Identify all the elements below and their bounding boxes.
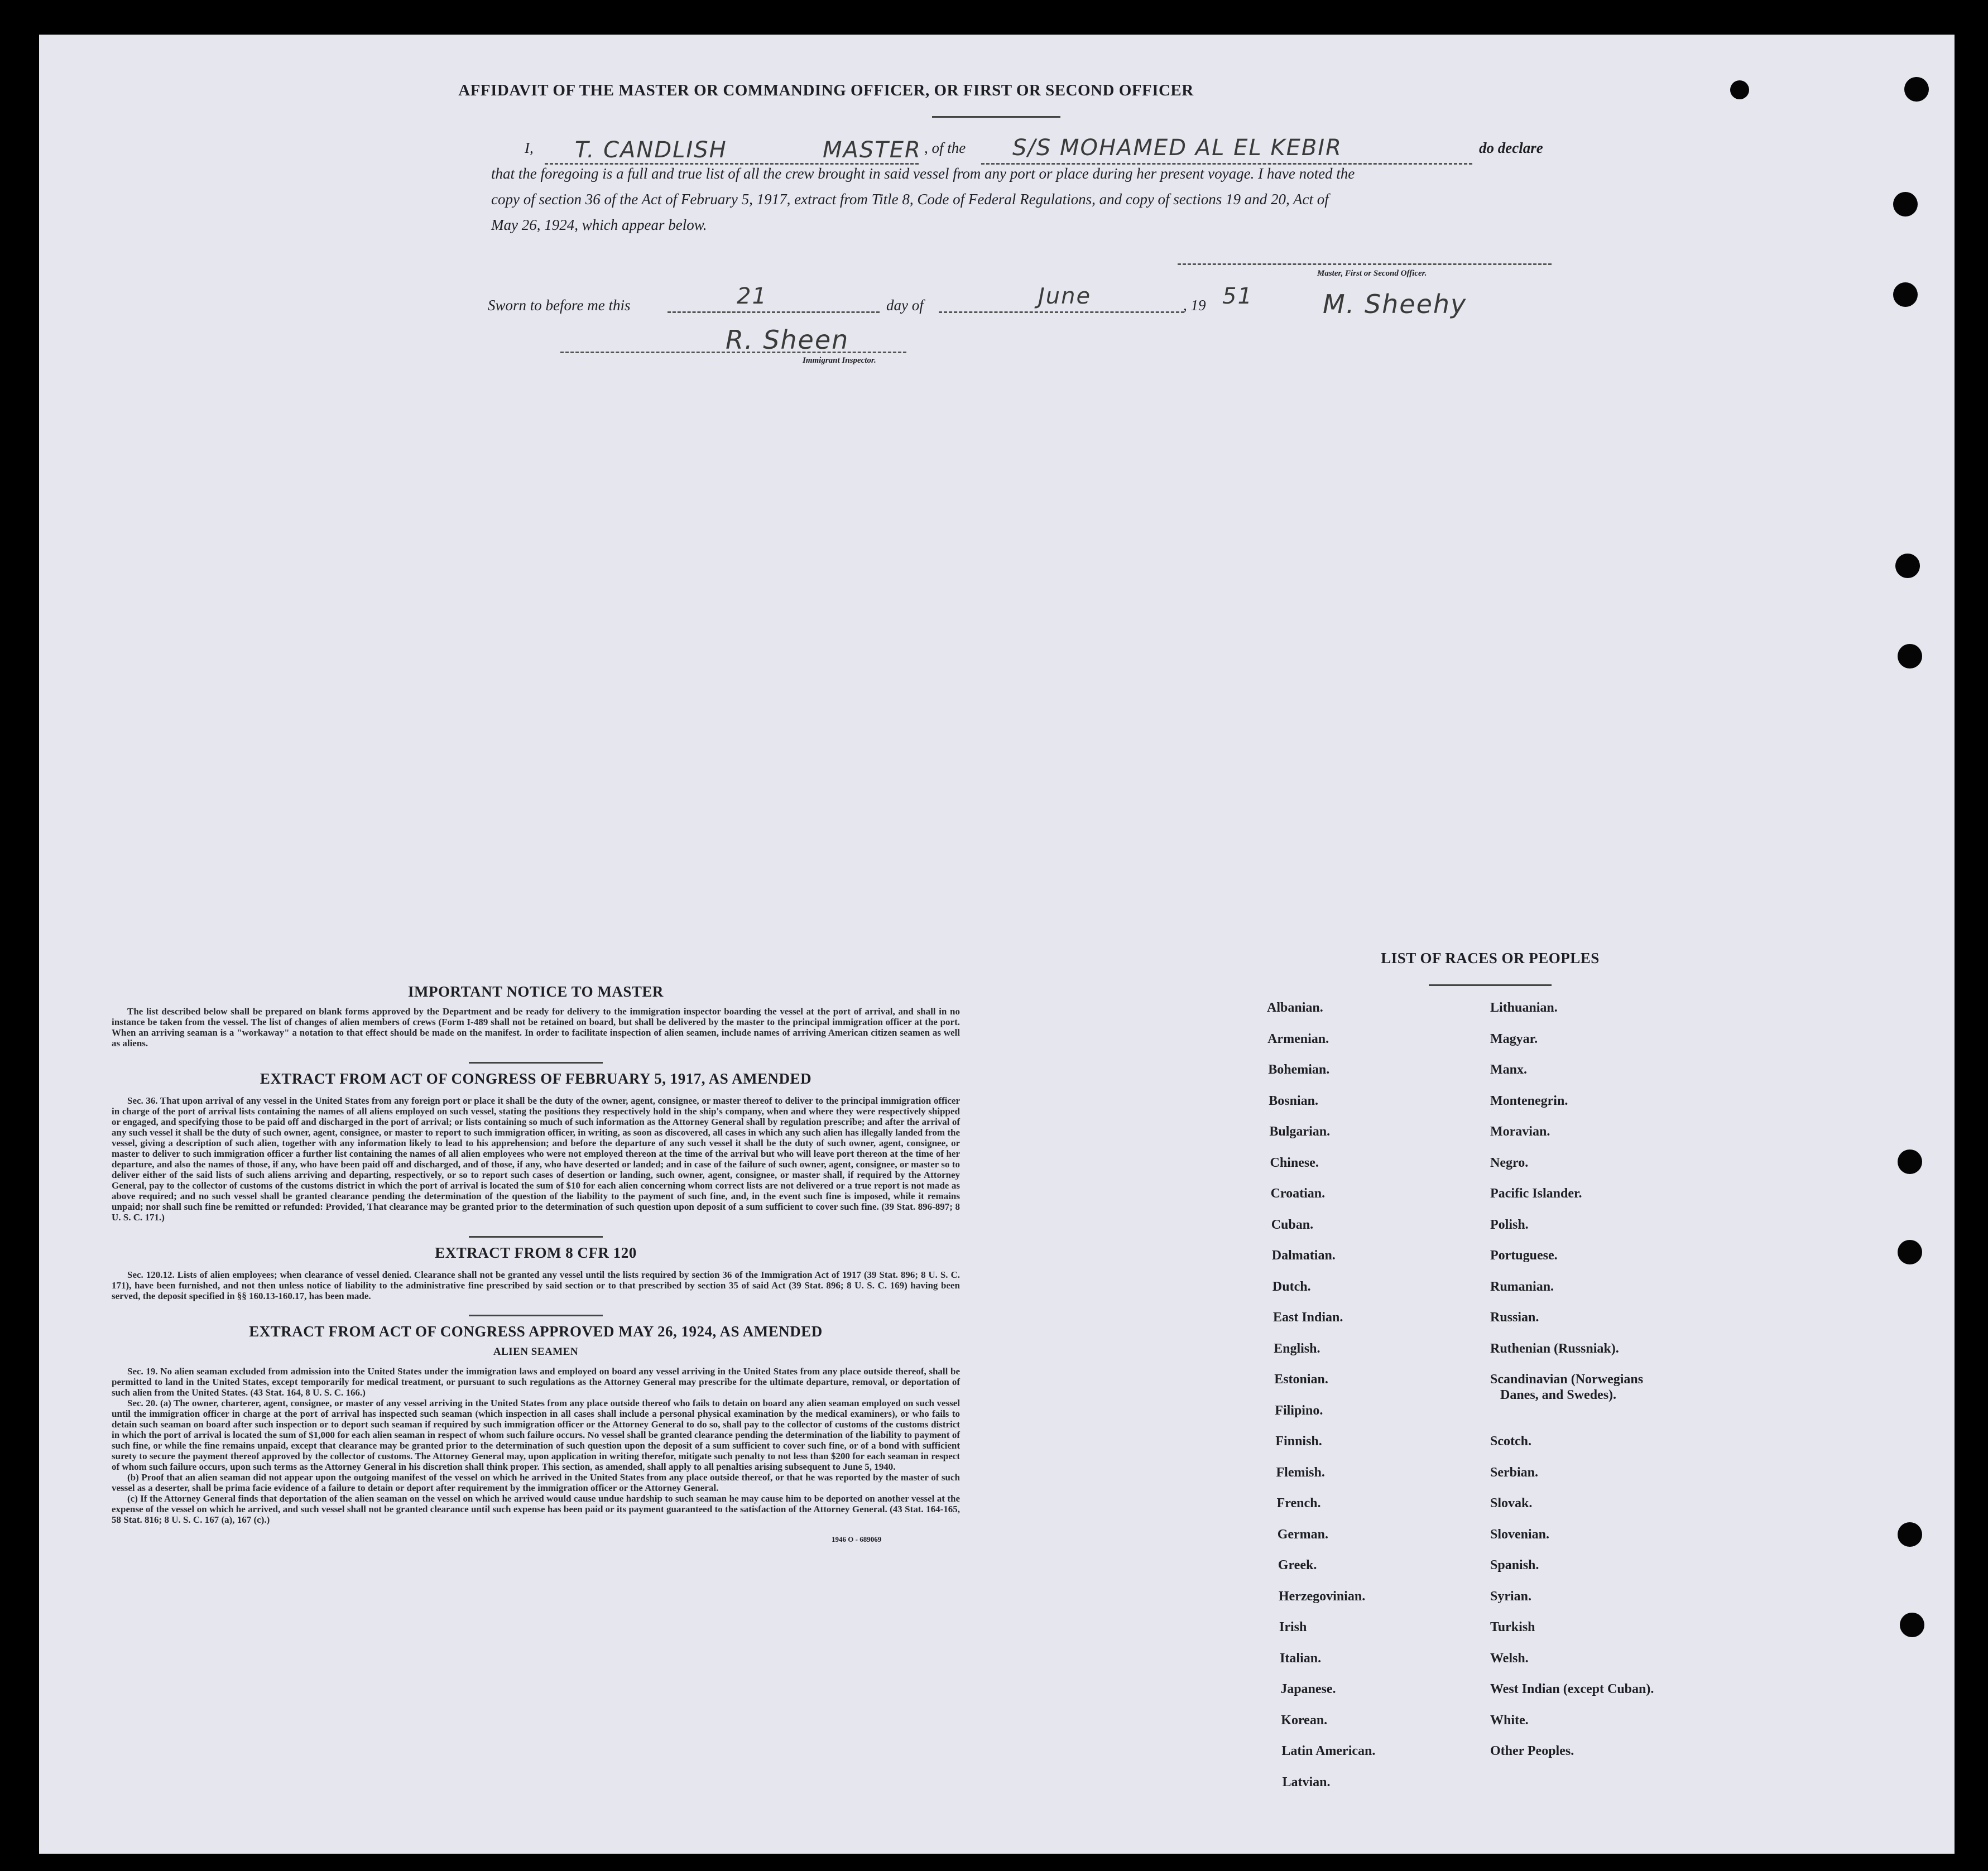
race-item: Negro.: [1490, 1155, 1529, 1170]
race-item: Other Peoples.: [1490, 1744, 1574, 1758]
handwritten-master-name: T. CANDLISH: [575, 137, 727, 163]
day-blank-line: [668, 311, 880, 313]
race-item: Filipino.: [1275, 1403, 1323, 1418]
inspector-signature: R. Sheen: [726, 325, 849, 355]
punch-hole: [1730, 80, 1749, 99]
race-item: Croatian.: [1270, 1186, 1326, 1201]
race-item: Dutch.: [1272, 1279, 1311, 1294]
race-item: East Indian.: [1273, 1310, 1343, 1325]
declaration-line-1: I,: [525, 140, 534, 156]
sworn-prefix: Sworn to before me this: [488, 297, 631, 314]
officer-signature-line: [1178, 263, 1552, 265]
officer-label: Master, First or Second Officer.: [1317, 269, 1427, 278]
race-item: Latvian.: [1282, 1774, 1331, 1790]
race-item: Herzegovinian.: [1278, 1589, 1366, 1604]
race-item: Polish.: [1490, 1217, 1529, 1232]
race-item: Cuban.: [1271, 1217, 1314, 1232]
races-title-rule: [1429, 984, 1552, 986]
section-rule: [469, 1236, 603, 1238]
section-rule: [469, 1315, 603, 1316]
race-item: Bosnian.: [1269, 1093, 1319, 1108]
race-item: West Indian (except Cuban).: [1490, 1682, 1654, 1696]
race-item: Bohemian.: [1268, 1062, 1330, 1077]
print-code: 1946 O - 689069: [832, 1535, 882, 1543]
title-rule: [932, 116, 1060, 118]
race-item: Latin American.: [1281, 1744, 1376, 1758]
race-item: English.: [1274, 1341, 1320, 1356]
race-item: Serbian.: [1490, 1465, 1539, 1480]
document-page: [39, 35, 1955, 1854]
punch-hole: [1893, 282, 1918, 307]
handwritten-day: 21: [737, 283, 767, 309]
race-item: Italian.: [1280, 1651, 1322, 1666]
race-item: Lithuanian.: [1490, 1001, 1558, 1015]
handwritten-role: MASTER: [823, 137, 921, 163]
race-item: Albanian.: [1267, 1001, 1323, 1015]
year-prefix: , 19: [1183, 297, 1206, 314]
race-item: French.: [1276, 1496, 1321, 1511]
punch-hole: [1898, 644, 1922, 668]
race-item: Armenian.: [1267, 1031, 1329, 1046]
do-declare-label: do declare: [1479, 140, 1543, 156]
race-item: Ruthenian (Russniak).: [1490, 1341, 1619, 1356]
section-rule: [469, 1062, 603, 1064]
race-item: Estonian.: [1274, 1372, 1328, 1387]
extract-1924-subtitle: ALIEN SEAMEN: [493, 1346, 579, 1358]
extract-1917-title: EXTRACT FROM ACT OF CONGRESS OF FEBRUARY 5, 1917, AS AMENDED: [260, 1070, 812, 1087]
punch-hole: [1898, 1240, 1922, 1264]
punch-hole: [1893, 192, 1918, 217]
race-item: Scandinavian (Norwegians Danes, and Swedes).: [1490, 1372, 1644, 1402]
punch-hole: [1904, 77, 1929, 102]
race-item: Moravian.: [1490, 1124, 1550, 1139]
race-item: Pacific Islander.: [1490, 1186, 1582, 1201]
month-blank-line: [939, 311, 1184, 313]
race-item: Flemish.: [1276, 1465, 1325, 1480]
legal-notices-column: [112, 983, 960, 1544]
race-item: Portuguese.: [1490, 1248, 1558, 1263]
race-item: German.: [1277, 1527, 1328, 1542]
race-item: Japanese.: [1280, 1682, 1336, 1696]
punch-hole: [1898, 1522, 1922, 1547]
race-item: Irish: [1279, 1620, 1307, 1634]
race-item: Rumanian.: [1490, 1279, 1554, 1294]
races-title: LIST OF RACES OR PEOPLES: [1381, 950, 1600, 966]
declaration-line-3: copy of section 36 of the Act of February 5, 1917, extract from Title 8, Code of Federal Regulations, and copy of sections 19 and 20, Act of: [491, 191, 1329, 208]
notice-text: The list described below shall be prepared on blank forms approved by the Department and be ready for delivery to the immigration inspector boarding the vessel at the port of arrival, and shall in no instance be taken from the vessel. The list of changes of alien members of crews (Form I-489 shall not be retained on board, but shall be delivered by the master to the principal immigration officer at the port. When an arriving seaman is a "workaway" a notation to that effect should be made on the manifest. In order to facilitate inspection of alien seamen, include names of arriving American citizen seamen as well as aliens.: [112, 1006, 960, 1048]
race-item: Finnish.: [1275, 1434, 1322, 1449]
race-item: Magyar.: [1490, 1031, 1538, 1046]
notice-title: IMPORTANT NOTICE TO MASTER: [408, 983, 664, 1000]
race-item: Bulgarian.: [1269, 1124, 1331, 1139]
race-item: Spanish.: [1490, 1558, 1539, 1572]
race-item: Montenegrin.: [1490, 1093, 1568, 1108]
extract-1917-text: Sec. 36. That upon arrival of any vessel in the United States from any foreign port or place it shall be the duty of the owner, agent, consignee, or master thereof to deliver to the principal immigration officer in charge of the port of arrival lists containing the names of all aliens employed on such vessel, stating the positions they respectively hold in the ship's company, when and where they were respectively shipped or engaged, and specifying those to be paid off and discharged in the port of arrival; or lists containing so much of such information as the Attorney General shall by regulation prescribe; and after the arrival of any such vessel it shall be the duty of such owner, agent, consignee, or master to report to such immigration officer, in writing, as soon as discovered, all cases in which any such alien has illegally landed from the vessel, giving a description of such alien, together with any information likely to lead to his apprehension; and before the departure of any such vessel it shall be the duty of such owner, agent, consignee, or master to deliver to such immigration officer a further list containing the names of all alien employees who were not employed thereon at the time of the arrival but who will leave port thereon at the time of her departure, and also the names of those, if any, who have been paid off and discharged, and of those, if any, who have deserted or landed; and in case of the failure of such owner, agent, consignee, or master so to deliver either of the said lists of such aliens arriving and departing, respectively, or so to report such cases of desertion or landing, such owner, agent, consignee, or master shall, if required by the Attorney General, pay to the collector of customs of the customs district in which the port of arrival is located the sum of $10 for each alien concerning whom correct lists are not delivered or a true report is not made as above required; and no such vessel shall be granted clearance pending the determination of the question of the liability to the payment of such fine, and, in the event such fine is imposed, while it remains unpaid; nor shall such fine be remitted or refunded: Provided, That clearance may be granted prior to the determination of such question upon deposit of a sum sufficient to cover such fine. (39 Stat. 896-897; 8 U. S. C. 171.): [112, 1095, 960, 1223]
affidavit-title: AFFIDAVIT OF THE MASTER OR COMMANDING OFFICER, OR FIRST OR SECOND OFFICER: [458, 81, 1194, 99]
day-of-label: day of: [886, 297, 924, 314]
declaration-line-4: May 26, 1924, which appear below.: [491, 217, 707, 233]
extract-cfr-title: EXTRACT FROM 8 CFR 120: [435, 1244, 637, 1261]
of-the-label: , of the: [924, 140, 966, 156]
inspector-signature-line: [560, 352, 906, 353]
declaration-line-2: that the foregoing is a full and true list of all the crew brought in said vessel from any port or place during her present voyage. I have noted the: [491, 165, 1355, 182]
extract-1924-text: Sec. 19. No alien seaman excluded from admission into the United States under the immigration laws and employed on board any vessel arriving in the United States from any place outside thereof, shall be permitted to land in the United States, except temporarily for medical treatment, or pursuant to such regulations as the Attorney General may prescribe for the ultimate departure, removal, or deportation of such alien from the United States. (43 Stat. 164, 8 U. S. C. 166.) Sec. 20. (a) The owner, charterer, agent, consignee, or master of any vessel arriving in the United States from any place outside thereof who fails to detain on board any alien seaman employed on such vessel until the immigration officer in charge at the port of arrival has inspected such seaman (which inspection in all cases shall include a personal physical examination by the medical examiners), or who fails to detain such seaman on board after such inspection or to deport such seaman if required by such immigration officer or the Attorney General to do so, shall pay to the collector of customs of the customs district in which the port of arrival is located the sum of $1,000 for each alien seaman in respect of whom such failure occurs. No vessel shall be granted clearance pending the determination of the liability to payment of such fine, or while the fine remains unpaid, except that clearance may be granted prior to the determination of such question upon the deposit of a sum sufficient to cover such fine, or of a bond with sufficient surety to secure the payment thereof approved by the collector of customs. The Attorney General may, upon application in writing therefor, mitigate such penalty to not less than $200 for each seaman in respect of whom such failure occurs, upon such terms as the Attorney General in his discretion shall think proper. This section, as amended, shall apply to all penalties arising subsequent to June 5, 1940. (b) Proof that an alien seaman did not appear upon the outgoing manifest of the vessel on which he arrived in the United States from any place outside thereof, or that he was reported by the master of such vessel as a deserter, shall be prima facie evidence of a failure to detain or deport after requirement by the immigration officer or the Attorney General. (c) If the Attorney General finds that deportation of the alien seaman on the vessel on which he arrived would cause undue hardship to such seaman he may cause him to be deported on another vessel at the expense of the vessel on which he arrived, and such vessel shall not be granted clearance until such expense has been paid or its payment guaranteed to the satisfaction of the Attorney General. (43 Stat. 164-165, 58 Stat. 816; 8 U. S. C. 167 (a), 167 (c).): [112, 1366, 960, 1525]
race-item: Syrian.: [1490, 1589, 1532, 1604]
punch-hole: [1898, 1149, 1922, 1174]
race-item: Dalmatian.: [1271, 1248, 1336, 1263]
race-item: Slovak.: [1490, 1496, 1533, 1511]
handwritten-month: June: [1038, 283, 1092, 309]
race-item: Manx.: [1490, 1062, 1527, 1077]
extract-cfr-text: Sec. 120.12. Lists of alien employees; when clearance of vessel denied. Clearance shall not be granted any vessel until the lists required by section 36 of the Immigration Act of 1917 (39 Stat. 896; 8 U. S. C. 171), have been furnished, and not then unless notice of liability to the administrative fine prescribed by said section or to that prescribed by section 35 of said Act (39 Stat. 896; 8 U. S. C. 169) having been served, the deposit specified in §§ 160.13-160.17, has been made.: [112, 1269, 960, 1301]
handwritten-vessel-name: S/S MOHAMED AL EL KEBIR: [1012, 135, 1342, 161]
race-item: Russian.: [1490, 1310, 1539, 1325]
race-item: Korean.: [1281, 1713, 1328, 1728]
race-item: Greek.: [1278, 1558, 1317, 1572]
handwritten-year: 51: [1222, 283, 1253, 309]
extract-1924-title: EXTRACT FROM ACT OF CONGRESS APPROVED MAY 26, 1924, AS AMENDED: [249, 1323, 823, 1340]
officer-signature: M. Sheehy: [1323, 289, 1467, 319]
race-item: White.: [1490, 1713, 1529, 1728]
race-item: Welsh.: [1490, 1651, 1529, 1666]
punch-hole: [1895, 554, 1920, 578]
punch-hole: [1900, 1613, 1924, 1637]
inspector-label: Immigrant Inspector.: [803, 356, 876, 365]
race-item: Chinese.: [1270, 1155, 1319, 1170]
race-item: Turkish: [1490, 1620, 1535, 1634]
race-item: Slovenian.: [1490, 1527, 1550, 1542]
race-item: Scotch.: [1490, 1434, 1531, 1449]
